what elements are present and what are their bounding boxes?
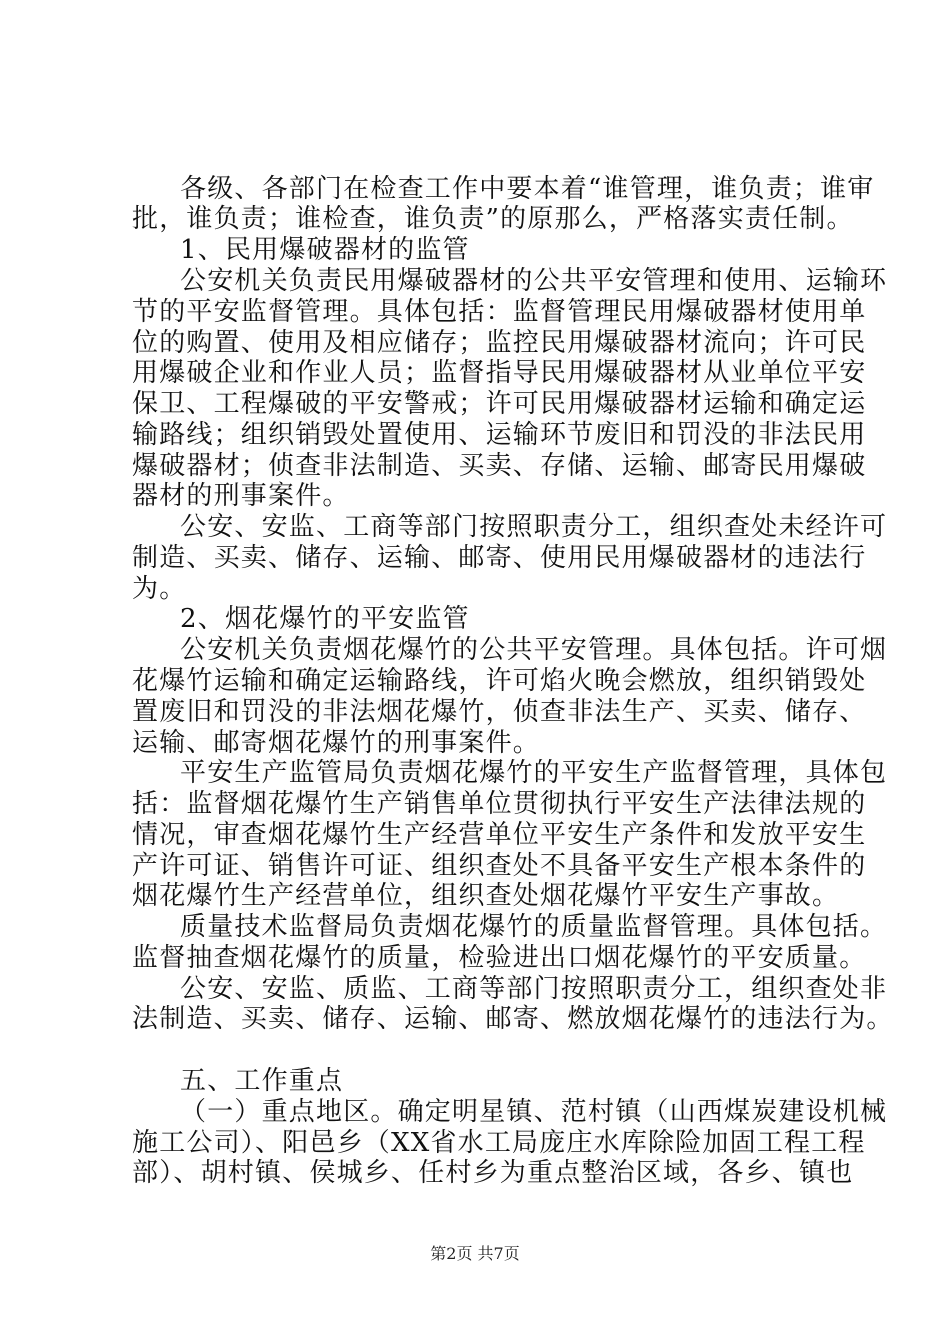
text-line: （一）重点地区。确定明星镇、范村镇（山西煤炭建设机械 xyxy=(180,1096,888,1127)
text-line: 花爆竹运输和确定运输路线，许可焰火晚会燃放，组织销毁处 xyxy=(132,665,867,696)
text-line: 输路线；组织销毁处置使用、运输环节废旧和罚没的非法民用 xyxy=(132,419,867,450)
text-line: 产许可证、销售许可证、组织查处不具备平安生产根本条件的 xyxy=(132,850,867,881)
text-line: 括：监督烟花爆竹生产销售单位贯彻执行平安生产法律法规的 xyxy=(132,789,867,820)
text-line: 公安机关负责烟花爆竹的公共平安管理。具体包括。许可烟 xyxy=(180,635,888,666)
text-line: 为。 xyxy=(132,573,187,604)
section-heading: 1、民用爆破器材的监管 xyxy=(180,235,470,266)
text-line: 批，谁负责；谁检查，谁负责”的原那么，严格落实责任制。 xyxy=(132,204,854,235)
text-line: 各级、各部门在检查工作中要本着“谁管理，谁负责；谁审 xyxy=(180,173,875,204)
page-number-footer: 第2页 共7页 xyxy=(430,1244,520,1263)
text-line: 器材的刑事案件。 xyxy=(132,481,350,512)
text-line: 位的购置、使用及相应储存；监控民用爆破器材流向；许可民 xyxy=(132,327,867,358)
text-line: 质量技术监督局负责烟花爆竹的质量监督管理。具体包括。 xyxy=(180,912,888,943)
text-line: 爆破器材；侦查非法制造、买卖、存储、运输、邮寄民用爆破 xyxy=(132,450,867,481)
text-line: 制造、买卖、储存、运输、邮寄、使用民用爆破器材的违法行 xyxy=(132,542,867,573)
text-line: 平安生产监管局负责烟花爆竹的平安生产监督管理，具体包 xyxy=(180,758,888,789)
section-heading: 2、烟花爆竹的平安监管 xyxy=(180,604,470,635)
text-line: 公安机关负责民用爆破器材的公共平安管理和使用、运输环 xyxy=(180,265,888,296)
text-line: 公安、安监、工商等部门按照职责分工，组织查处未经许可 xyxy=(180,512,888,543)
text-line: 节的平安监督管理。具体包括：监督管理民用爆破器材使用单 xyxy=(132,296,867,327)
text-line: 置废旧和罚没的非法烟花爆竹，侦查非法生产、买卖、储存、 xyxy=(132,696,867,727)
text-line: 公安、安监、质监、工商等部门按照职责分工，组织查处非 xyxy=(180,973,888,1004)
text-line: 用爆破企业和作业人员；监督指导民用爆破器材从业单位平安 xyxy=(132,358,867,389)
text-line: 运输、邮寄烟花爆竹的刑事案件。 xyxy=(132,727,541,758)
text-line: 施工公司）、阳邑乡（XX省水工局庞庄水库除险加固工程工程 xyxy=(132,1127,866,1158)
text-line: 烟花爆竹生产经营单位，组织查处烟花爆竹平安生产事故。 xyxy=(132,881,840,912)
text-line: 监督抽查烟花爆竹的质量，检验进出口烟花爆竹的平安质量。 xyxy=(132,942,867,973)
text-line: 情况，审查烟花爆竹生产经营单位平安生产条件和发放平安生 xyxy=(132,819,867,850)
text-line: 保卫、工程爆破的平安警戒；许可民用爆破器材运输和确定运 xyxy=(132,389,867,420)
section-heading: 五、工作重点 xyxy=(180,1065,344,1096)
text-line: 部）、胡村镇、侯城乡、任村乡为重点整治区域，各乡、镇也 xyxy=(132,1158,854,1189)
text-line: 法制造、买卖、储存、运输、邮寄、燃放烟花爆竹的违法行为。 xyxy=(132,1004,894,1035)
